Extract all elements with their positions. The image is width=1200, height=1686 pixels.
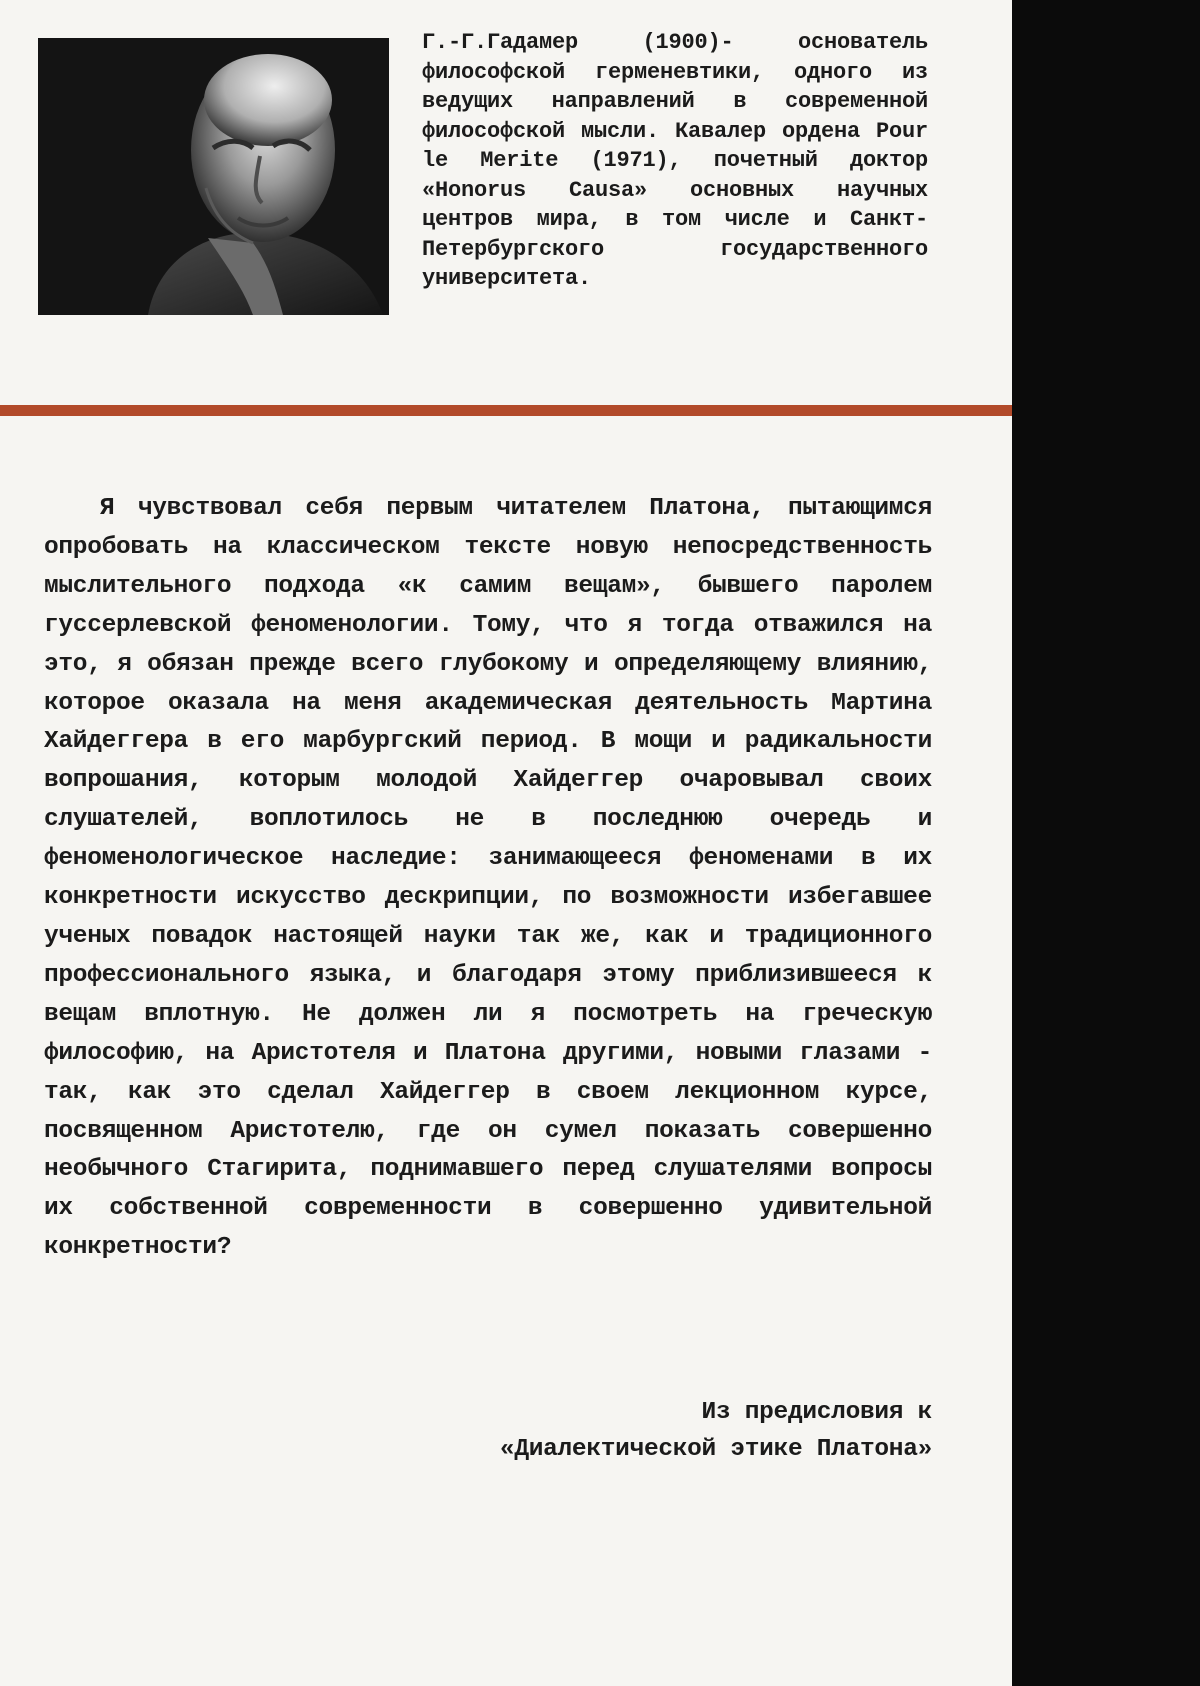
quote-text: Я чувствовал себя первым читателем Платона, пытающимся опробовать на классическом тексте новую непосредственность мыслительного подхода «к самим вещам», бывшего паролем гуссерлевской феноменологии. Тому, что я тогда отважился на это, я обязан прежде всего глубокому и определяющему влиянию, которое оказала на меня академическая деятельность Мартина Хайдеггера в его марбургский период. В мощи и радикальности вопрошания, которым молодой Хайдеггер очаровывал своих слушателей, воплотилось не в последнюю очередь и феноменологическое наследие: занимающееся феноменами в их конкретности искусство дескрипции, по возможности избегавшее ученых повадок настоящей науки так же, как и традиционного профессионального языка, и благодаря этому приблизившееся к вещам вплотную. Не должен ли я посмотреть на греческую философию, на Аристотеля и Платона другими, новыми глазами - так, как это сделал Хайдеггер в своем лекционном курсе, посвященном Аристотелю, где он сумел показать совершенно необычного Стагирита, поднимавшего перед слушателями вопросы их собственной современности в совершенно удивительной конкретности? (44, 495, 932, 1262)
source-line-1: Из предисловия к (701, 1399, 932, 1426)
author-bio: Г.-Г.Гадамер (1900)- основатель философской герменевтики, одного из ведущих направлений в современной философской мысли. Кавалер ордена Pour le Merite (1971), почетный доктор «Honorus Causa» основных научных центров мира, в том числе и Санкт-Петербургского государственного университета. (422, 30, 928, 291)
side-band (1012, 0, 1200, 1686)
author-portrait (38, 38, 389, 315)
source-line-2: «Диалектической этике Платона» (499, 1436, 932, 1463)
quote-source (300, 1394, 932, 1468)
